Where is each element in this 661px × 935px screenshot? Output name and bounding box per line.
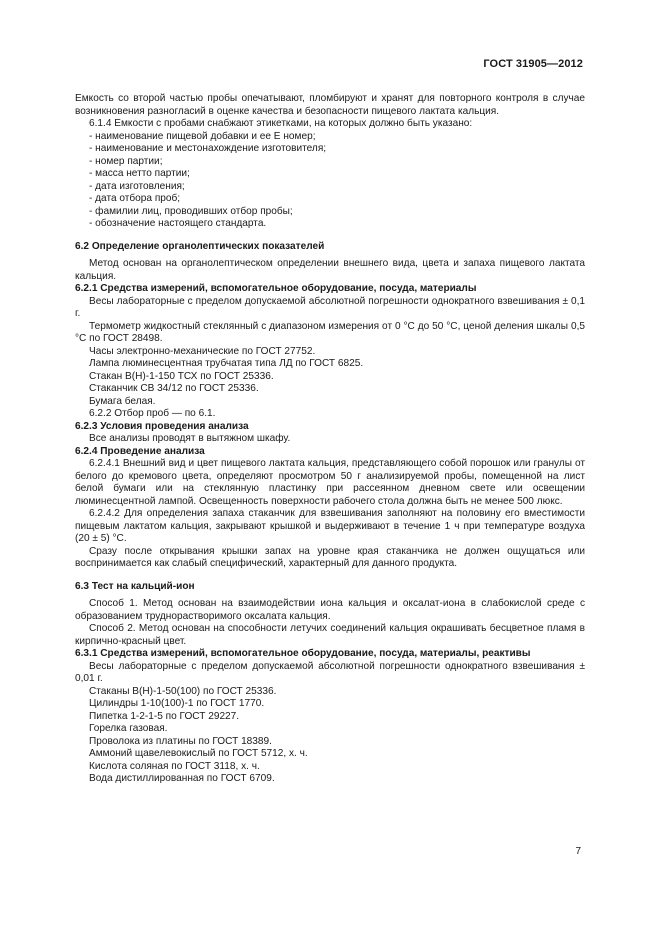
section-heading: 6.3 Тест на кальций-ион bbox=[75, 580, 195, 592]
paragraph: Стаканчик СВ 34/12 по ГОСТ 25336. bbox=[89, 383, 259, 394]
paragraph: - обозначение настоящего стандарта. bbox=[89, 218, 267, 229]
paragraph: - дата отбора проб; bbox=[89, 193, 181, 204]
page-number: 7 bbox=[575, 846, 581, 857]
paragraph: - наименование пищевой добавки и ее Е номер; bbox=[89, 130, 316, 142]
standard-header: ГОСТ 31905—2012 bbox=[483, 58, 583, 70]
paragraph: Лампа люминесцентная трубчатая типа ЛД по ГОСТ 6825. bbox=[89, 358, 364, 369]
paragraph: Метод основан на органолептическом определении внешнего вида, цвета и запаха пищевого лактата кальция. bbox=[75, 258, 585, 282]
subsection-heading: 6.3.1 Средства измерений, вспомогательное оборудование, посуда, материалы, реактивы bbox=[75, 648, 531, 659]
paragraph: - наименование и местонахождение изготовителя; bbox=[89, 143, 327, 154]
paragraph: Сразу после открывания крышки запах на уровне края стаканчика не должен ощущаться или воспринимается как слабый специфический, характерный для данного продукта. bbox=[75, 545, 585, 569]
paragraph: Емкость со второй частью пробы опечатывают, пломбируют и хранят для повторного контроля в случае возникновения разногласий в оценке качества и безопасности пищевого лактата кальция. bbox=[75, 93, 585, 117]
paragraph: Проволока из платины по ГОСТ 18389. bbox=[89, 735, 272, 747]
paragraph: Бумага белая. bbox=[89, 395, 156, 407]
paragraph: - номер партии; bbox=[89, 155, 163, 167]
paragraph: Стаканы В(Н)-1-50(100) по ГОСТ 25336. bbox=[89, 685, 277, 697]
document-body bbox=[75, 93, 585, 786]
paragraph: Кислота соляная по ГОСТ 3118, х. ч. bbox=[89, 760, 260, 772]
paragraph: Весы лабораторные с пределом допускаемой абсолютной погрешности однократного взвешивания ± 0,1 г. bbox=[75, 295, 585, 319]
paragraph: Способ 1. Метод основан на взаимодействии иона кальция и оксалат-иона в слабокислой среде с образованием труднорастворимого оксалата кальция. bbox=[75, 598, 585, 622]
paragraph: 6.2.4.1 Внешний вид и цвет пищевого лактата кальция, представляющего собой порошок или гранулы от белого до кремового цвета, определяют просмотром 50 г анализируемой пробы, помещенной на лист белой бумаги или на стеклянную пластинку при рассеянном дневном свете или освещении люминесцентной лампой. Освещенность поверхности рабочего стола должна быть не менее 500 люкс. bbox=[75, 458, 585, 507]
paragraph: Пипетка 1-2-1-5 по ГОСТ 29227. bbox=[89, 710, 240, 722]
paragraph: Термометр жидкостный стеклянный с диапазоном измерения от 0 °С до 50 °С, ценой деления шкалы 0,5 °С по ГОСТ 28498. bbox=[75, 320, 585, 344]
paragraph: Вода дистиллированная по ГОСТ 6709. bbox=[89, 773, 275, 784]
paragraph: 6.2.2 Отбор проб — по 6.1. bbox=[89, 408, 216, 419]
paragraph: Все анализы проводят в вытяжном шкафу. bbox=[89, 433, 291, 444]
paragraph: - масса нетто партии; bbox=[89, 168, 190, 179]
paragraph: Горелка газовая. bbox=[89, 723, 168, 734]
paragraph: Часы электронно-механические по ГОСТ 27752. bbox=[89, 345, 316, 357]
subsection-heading: 6.2.4 Проведение анализа bbox=[75, 445, 205, 457]
paragraph: - фамилии лиц, проводивших отбор пробы; bbox=[89, 205, 293, 217]
subsection-heading: 6.2.3 Условия проведения анализа bbox=[75, 420, 249, 432]
paragraph: Аммоний щавелевокислый по ГОСТ 5712, х. ч. bbox=[89, 748, 308, 759]
paragraph: 6.2.4.2 Для определения запаха стаканчик для взвешивания заполняют на половину его вместимости пищевым лактатом кальция, закрывают крышкой и выдерживают в течение 1 ч при температуре воздуха (20 ± 5) °С. bbox=[75, 508, 585, 544]
paragraph: - дата изготовления; bbox=[89, 180, 185, 192]
paragraph: Стакан В(Н)-1-150 ТСХ по ГОСТ 25336. bbox=[89, 370, 274, 382]
paragraph: 6.1.4 Емкости с пробами снабжают этикетками, на которых должно быть указано: bbox=[89, 118, 473, 129]
paragraph: Весы лабораторные с пределом допускаемой абсолютной погрешности однократного взвешивания ± 0,01 г. bbox=[75, 660, 585, 684]
paragraph: Способ 2. Метод основан на способности летучих соединений кальция окрашивать бесцветное пламя в кирпично-красный цвет. bbox=[75, 623, 585, 647]
section-heading: 6.2 Определение органолептических показателей bbox=[75, 240, 325, 252]
paragraph: Цилиндры 1-10(100)-1 по ГОСТ 1770. bbox=[89, 698, 265, 709]
subsection-heading: 6.2.1 Средства измерений, вспомогательное оборудование, посуда, материалы bbox=[75, 283, 477, 294]
